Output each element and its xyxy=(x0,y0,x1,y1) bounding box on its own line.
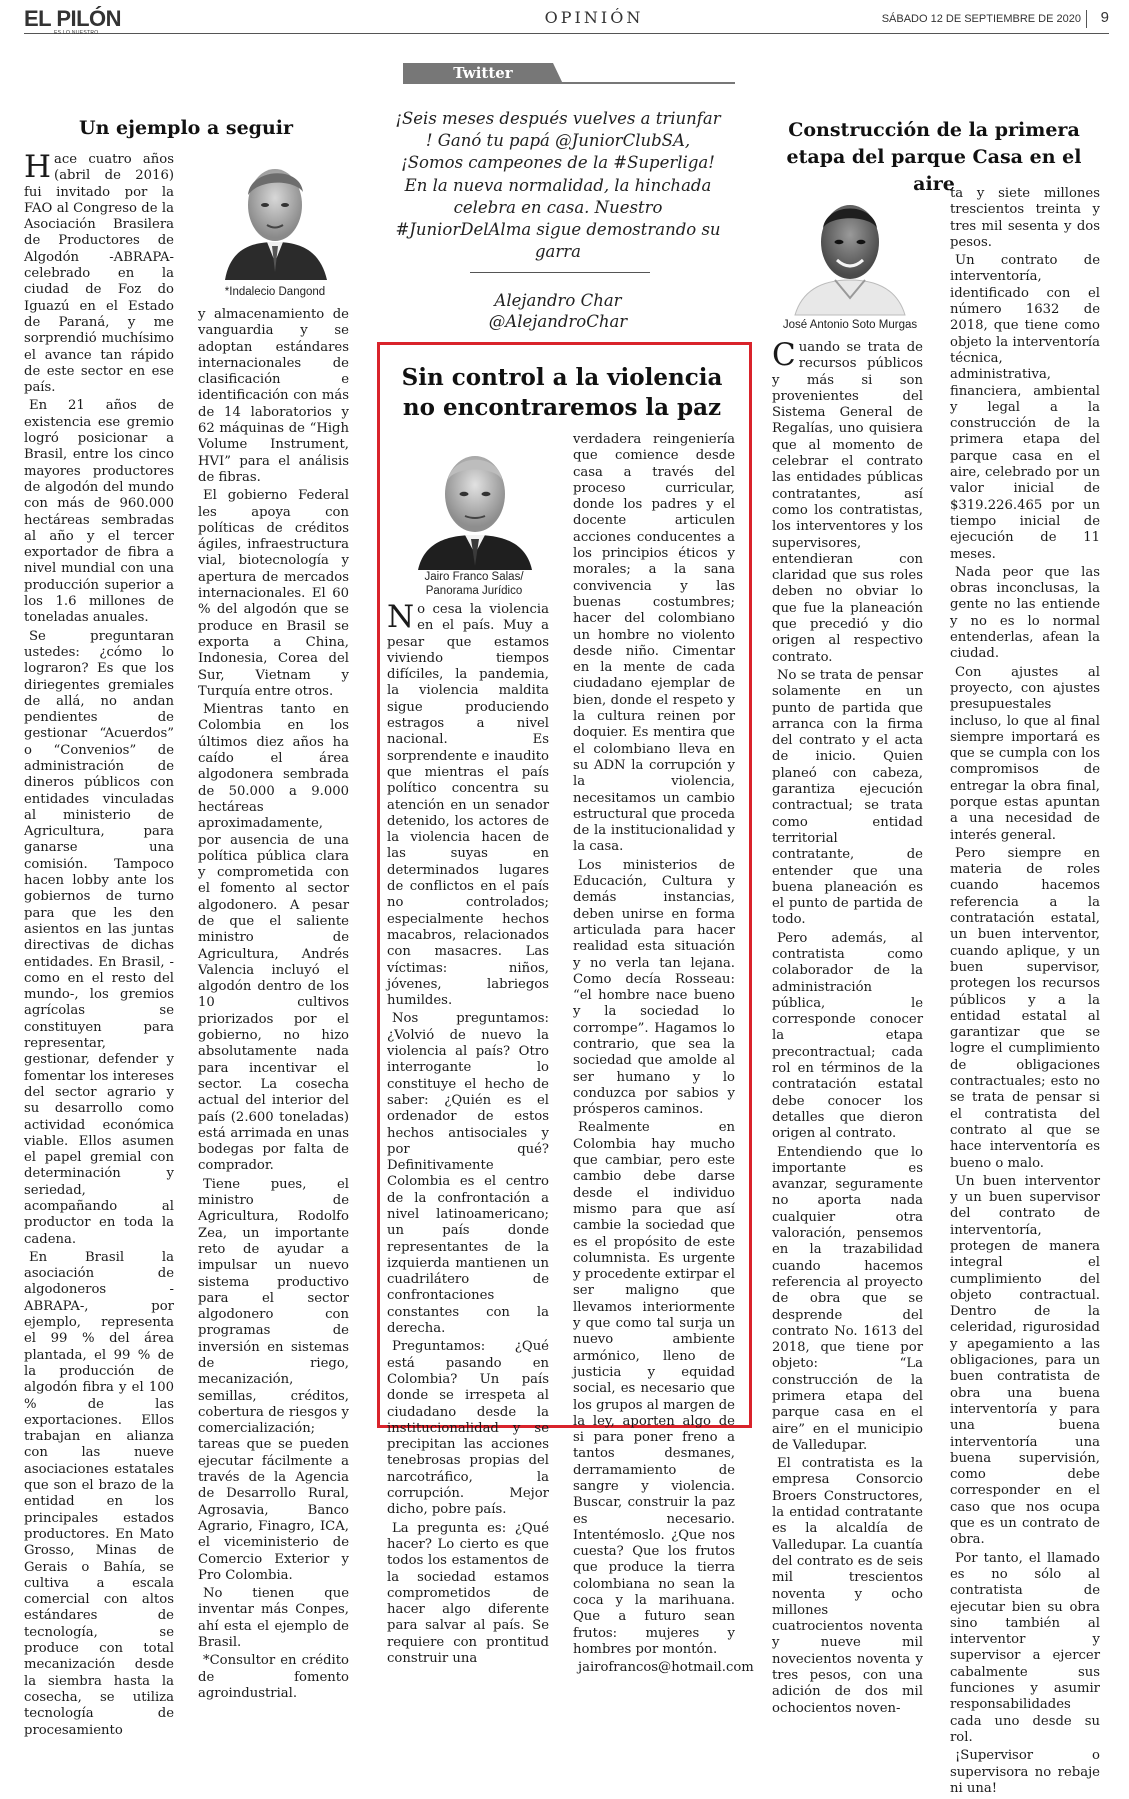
article-1-title: Un ejemplo a seguir xyxy=(79,117,293,139)
paragraph-text: Tiene pues, el ministro de Agricultura, Rodolfo Zea, un importante reto de ayudar a impulsar un nuevo sistema productivo para el sector algodonero con programas de inversión en sistemas de riego, mecanización, semillas, créditos, cobertura de riesgos y comercialización; tareas que se pueden ejecutar fácilmente a través de la Agencia de Desarrollo Rural, Agrosavia, Banco Agrario, Finagro, ICA, el viceministerio de Comercio Exterior y Pro Colombia. xyxy=(198,1176,349,1583)
paragraph-text: y almacenamiento de vanguardia y se adoptan estándares internacionales de clasificación e identificación con más de 14 laboratorios y 62 máquinas de “High Volume Instrument, HVI” para el análisis de fibras. xyxy=(198,307,349,485)
paragraph xyxy=(387,1339,549,1518)
tweet-author-block xyxy=(395,290,721,332)
tweet-author-name: Alejandro Char xyxy=(494,291,622,310)
paragraph-text: Con ajustes al proyecto, con ajustes presupuestales incluso, lo que al final siempre importará es que se cumpla con los compromisos de entregar la obra final, porque estas apuntan a una necesidad de interés general. xyxy=(950,664,1100,843)
paragraph-text: Por tanto, el llamado es no sólo al contratista de ejecutar bien su obra sino también al interventor y supervisor a ejercer cabalmente sus funciones y asumir responsabilidades cada uno desde su rol. xyxy=(950,1550,1100,1745)
author-photo-jairo xyxy=(410,440,540,570)
section-name: OPINIÓN xyxy=(544,8,644,27)
paragraph xyxy=(772,337,923,666)
author-caption: José Antonio Soto Murgas xyxy=(782,319,918,331)
paragraph-text: ¡Supervisor o supervisora no rebaje ni una! xyxy=(950,1748,1100,1796)
tweet-text: ¡Seis meses después vuelves a triunfar ! Ganó tu papá @JuniorClubSA, ¡Somos campeones de la #Superliga! En la nueva normalidad, la hinchada celebra en casa. Nuestro #JuniorDelAlma sigue demostrando su garra xyxy=(395,109,721,262)
drop-cap: H xyxy=(24,149,52,185)
paragraph xyxy=(950,846,1100,1172)
paragraph-text: Un buen interventor y un buen supervisor del contrato de interventoría, protegen de manera integral el cumplimiento del objeto contractual. Dentro de la celeridad, rigurosidad y apegamiento a las obligaciones, para un buen contratista de obra una buena interventoría y para una buena interventoría una buena supervisión, como debe corresponder en el caso que nos ocupa que es un contrato de obra. xyxy=(950,1173,1100,1548)
paragraph xyxy=(24,629,174,1248)
paragraph-text: Preguntamos: ¿Qué está pasando en Colombia? Un país donde se irrespeta al ciudadano desde la institucionalidad y se precipitan las acciones tenebrosas propias del narcotráfico, la corrupción. Mejor dicho, pobre país. xyxy=(387,1339,549,1518)
tweet-divider xyxy=(470,272,650,273)
paragraph-text: Un contrato de interventoría, identificado con el número 1632 de 2018, que tiene como objeto la interventoría técnica, administrativa, financiera, ambiental y legal a la construcción de la primera etapa del parque casa en el aire, celebrado por un valor inicial de $319.226.465 por un tiempo inicial de ejecución de 11 meses. xyxy=(950,253,1100,562)
author-photo-indalecio xyxy=(215,150,335,280)
masthead xyxy=(24,6,1109,34)
paragraph xyxy=(772,1456,923,1717)
paragraph xyxy=(198,307,349,486)
paragraph-text: ace cuatro años (abril de 2016) fui invitado por la FAO al Congreso de la Asociación Brasilera de Productores de Algodón -ABRAPA- celebrado en la ciudad de Foz do Iguazú en el Estado de Paraná, y me sorprendió muchísimo el avance tan rápido de este sector en ese país. xyxy=(24,152,174,396)
paragraph-text: Pero además, al contratista como colaborador de la administración pública, le corresponde conocer la etapa precontractual; cada rol en términos de la contratación estatal debe conocer los detalles que dieron origen al contrato. xyxy=(772,930,923,1142)
paragraph-text: Los ministerios de Educación, Cultura y demás instancias, deben unirse en forma articulada para hacer realidad esta situación y no verla tan lejana. Como decía Rosseau: “el hombre nace bueno y la sociedad lo corrompe”. Hagamos lo contrario, que sea la sociedad que amolde al ser humano y lo conduzca por sabios y prósperos caminos. xyxy=(573,857,735,1118)
paragraph xyxy=(950,253,1100,563)
author-caption xyxy=(394,570,554,598)
paragraph-text: La pregunta es: ¿Qué hacer? Lo cierto es que todos los estamentos de la sociedad estamos comprometidos de hacer algo diferente para salvar al país. Se requiere con prontitud construir una xyxy=(387,1520,549,1666)
article-3-column-2 xyxy=(950,186,1100,1799)
paragraph-text: Nos preguntamos: ¿Volvió de nuevo la violencia al país? Otro interrogante lo constituye el hecho de saber: ¿Quién es el ordenador de estos hechos antisociales y por qué? Definitivamente Colombia es el centro de la confrontación a nivel latinoamericano; un país donde representantes de la izquierda mantienen un cuadrilátero de confrontaciones constantes con la derecha. xyxy=(387,1011,549,1337)
paragraph-text: o cesa la violencia en el país. Muy a pesar que estamos viviendo tiempos difíciles, la pandemia, la violencia maldita sigue produciendo estragos a nivel nacional. Es sorprendente e inaudito que mientras el país político concentra su atención en un senador detenido, los actores de la violencia hacen de las suyas en determinados lugares de conflictos en el país no controlados; especialmente hechos macabros, relacionados con masacres. Las víctimas: niños, jóvenes, labriegos humildes. xyxy=(387,602,549,1009)
paragraph xyxy=(24,149,174,396)
paragraph xyxy=(950,186,1100,251)
paragraph-text: En Brasil la asociación de algodoneros -ABRAPA-, por ejemplo, representa el 99 % del área plantada, el 99 % de la producción de algodón fibra y el 100 % de las exportaciones. Ellos trabajan en alianza con las nueve asociaciones estatales que son el brazo de la entidad en los principales estados productores. En Mato Grosso, Minas de Gerais o Bahía, se cultiva a escala comercial con altos estándares de tecnología, se produce con total mecanización desde la siembra hasta la cosecha, se utiliza tecnología de procesamiento xyxy=(24,1249,174,1738)
drop-cap: N xyxy=(387,599,415,635)
paragraph-text: Nada peor que las obras inconclusas, la gente no las entiende y no es lo normal entenderlas, afean la ciudad. xyxy=(950,564,1100,662)
paragraph xyxy=(950,1174,1100,1549)
paragraph-text: Realmente en Colombia hay mucho que cambiar, pero este cambio debe darse desde el individuo mismo para que así cambie la sociedad que es el propósito de este columnista. Es urgente y procedente extirpar el ser maligno que llevamos interiormente y que como tal surja un nuevo ambiente armónico, lleno de justicia y equidad social, es necesario que los grupos al margen de la ley, aporten algo de si para poner freno a tantos desmanes, derramamiento de sangre y violencia. Buscar, construir la paz es necesario. Intentémoslo. ¿Que nos cuesta? Que los frutos que produce la tierra colombiana no sean la coca y la marihuana. Que a futuro sean frutos: mujeres y hombres por montón. xyxy=(573,1120,735,1657)
paragraph-text: El contratista es la empresa Consorcio Broers Constructores, la entidad contratante es la alcaldía de Valledupar. La cuantía del contrato es de seis mil trescientos noventa y ocho millones cuatrocientos noventa y nueve mil novecientos noventa y tres pesos, con una adición de dos mil ochocientos noven- xyxy=(772,1456,923,1716)
twitter-label: Twitter xyxy=(453,64,513,82)
paragraph-text: jairofrancos@hotmail.com xyxy=(578,1660,754,1676)
author-photo-jose-antonio xyxy=(785,190,915,315)
paragraph xyxy=(387,1521,549,1668)
article-3-title: Construcción de la primera etapa del parque Casa en el aire xyxy=(786,119,1082,195)
tweet-author-handle[interactable]: @AlejandroChar xyxy=(488,312,628,331)
header-divider xyxy=(1086,10,1087,28)
article-2-column-1 xyxy=(387,599,549,1669)
paragraph xyxy=(950,1748,1100,1797)
paragraph-text: uando se trata de recursos públicos y más si son provenientes del Sistema General de Regalías, uno quisiera que al momento de celebrar el contrato las entidades públicas contratantes, así como los contratistas, los interventores y los supervisores, entendieran con claridad que sus roles deben no obviar lo que fue la planeación que precedió y dio origen al respectivo contrato. xyxy=(772,340,923,665)
page-number: 9 xyxy=(1100,9,1109,26)
author-caption: *Indalecio Dangond xyxy=(224,286,326,298)
paragraph-text: El gobierno Federal les apoya con políticas de créditos ágiles, infraestructura vial, biotecnología y apertura de mercados internacionales. El 60 % del algodón que se produce en Brasil se exporta a China, Indonesia, Corea del Sur, Vietnam y Turquía entre otros. xyxy=(198,488,349,699)
paragraph xyxy=(198,702,349,1175)
twitter-section-bar xyxy=(403,63,735,85)
paragraph xyxy=(387,1011,549,1337)
article-2-column-2 xyxy=(573,432,754,1679)
drop-cap: C xyxy=(772,337,796,373)
paragraph xyxy=(198,488,349,700)
paragraph-text: *Consultor en crédito de fomento agroindustrial. xyxy=(198,1653,349,1701)
paragraph-text: Se preguntaran ustedes: ¿cómo lo lograron? Es que los diriegentes gremiales de allá, no andan pendientes de gestionar “Acuerdos” o “Convenios” de administración de dineros públicos con entidades vinculadas al ministerio de Agricultura, para ganarse una comisión. Tampoco hacen lobby ante los gobiernos de turno para que les den asientos en las juntas directivas de dichas entidades. En Brasil, -como en el resto del mundo-, los gremios agrícolas se constituyen para representar, gestionar, defender y fomentar los intereses del sector agrario y su desarrollo como actividad económica viable. Ellos asumen el papel gremial con determinación y seriedad, acompañando al productor en toda la cadena. xyxy=(24,628,174,1247)
paragraph-text: ta y siete millones trescientos treinta y tres mil sesenta y dos pesos. xyxy=(950,186,1100,250)
paragraph xyxy=(772,931,923,1143)
paragraph xyxy=(198,1653,349,1702)
issue-date: SÁBADO 12 DE SEPTIEMBRE DE 2020 xyxy=(881,13,1081,25)
paragraph-text: En 21 años de existencia ese gremio logró posicionar a Brasil, entre los cinco mayores productores de algodón del mundo con más de 960.000 hectáreas sembradas al año y el tercer exportador de fibra a nivel mundial con una producción superior a los 1.6 millones de toneladas anuales. xyxy=(24,398,174,626)
paragraph-text: No se trata de pensar solamente en un punto de partida que arranca con la firma del contrato y el acta de inicio. Quien planeó con cabeza, garantiza ejecución contractual; se trata como entidad territorial contratante, de entender que una buena planeación es el punto de partida de todo. xyxy=(772,667,923,928)
paragraph xyxy=(950,665,1100,844)
paragraph-text: Mientras tanto en Colombia en los últimos diez años ha caído el área algodonera sembrada de 50.000 a 9.000 hectáreas aproximadamente, por ausencia de una política pública clara y comprometida con el fomento al sector algodonero. A pesar de que el saliente ministro de Agricultura, Andrés Valencia incluyó el algodón dentro de los 10 cultivos priorizados por el gobierno, no hizo absolutamente nada para incentivar el sector. La cosecha actual del interior del país (2.600 toneladas) está arrimada en unas bodegas por falta de comprador. xyxy=(198,702,349,1174)
paragraph-text: Pero siempre en materia de roles cuando hacemos referencia a la contratación estatal, un buen interventor, cuando aplique, y un buen supervisor, protegen los recursos públicos y a la entidad estatal al garantizar que se logre el cumplimiento de obligaciones contractuales; esto no se trata de pensar si el contratista del contrato al que se hace interventoría es bueno o malo. xyxy=(950,845,1100,1171)
paragraph xyxy=(573,432,735,856)
paragraph-text: Entendiendo que lo importante es avanzar, seguramente no aporta nada cualquier otra valoración, pensemos en la trazabilidad cuando hacemos referencia al proyecto de obra que se desprende del contrato No. 1613 del 2018, que tiene por objeto: “La construcción de la primera etapa del parque casa en el aire” en el municipio de Valledupar. xyxy=(772,1144,923,1453)
paragraph xyxy=(198,1177,349,1584)
paragraph-text: verdadera reingeniería que comience desde casa a través del proceso curricular, donde los padres y el docente articulen acciones conducentes a los principios éticos y morales; a la sana convivencia y las buenas costumbres; hacer del colombiano un hombre no violento desde niño. Cimentar en la mente de cada ciudadano ejemplar de bien, donde el respeto y la cultura reinen por doquier. Es mentira que el colombiano lleva en su ADN la corrupción y la violencia, necesitamos un cambio estructural que proceda de la institucionalidad y la casa. xyxy=(573,432,735,855)
paragraph xyxy=(950,565,1100,663)
logo-tagline: ES LO NUESTRO xyxy=(54,30,99,36)
paragraph xyxy=(24,1250,174,1739)
newspaper-logo[interactable]: EL PILÓN xyxy=(24,6,122,31)
paragraph-text: No tienen que inventar más Conpes, ahí esta el ejemplo de Brasil. xyxy=(198,1586,349,1651)
paragraph xyxy=(573,858,735,1119)
paragraph xyxy=(950,1551,1100,1747)
paragraph xyxy=(573,1660,754,1676)
author-organization: Panorama Jurídico xyxy=(425,585,523,597)
paragraph xyxy=(772,668,923,929)
article-3-column-1 xyxy=(772,337,923,1719)
paragraph xyxy=(198,1586,349,1651)
paragraph xyxy=(573,1120,735,1658)
paragraph xyxy=(24,398,174,626)
article-1-column-2 xyxy=(198,307,349,1704)
article-1-column-1 xyxy=(24,149,174,1741)
paragraph xyxy=(387,599,549,1009)
article-2-title: Sin control a la violencia no encontraremos la paz xyxy=(401,364,723,421)
paragraph xyxy=(772,1145,923,1455)
author-name: Jairo Franco Salas/ xyxy=(424,571,524,583)
